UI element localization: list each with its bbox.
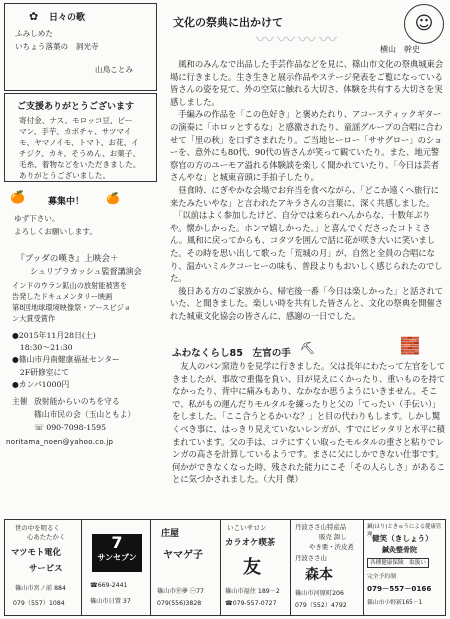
ad-matsumoto bbox=[5, 520, 80, 615]
poem-author: 山鳥ことみ bbox=[95, 65, 133, 74]
flower-icon: ✿ bbox=[29, 10, 39, 23]
person-icon: ☺ bbox=[404, 4, 444, 44]
ad-5-sub: 販売 卸し bbox=[319, 533, 347, 541]
ad-1-addr: 篠山市宮ノ前 884 bbox=[15, 585, 66, 592]
screening-tel: ☏ 090-7098-1595 bbox=[34, 423, 107, 432]
ad-1-name: マツモト電化 bbox=[11, 547, 61, 557]
ad-3-tel: 079(556)3828 bbox=[157, 600, 202, 607]
bread-title: ふわなくらし85 左官の手 bbox=[172, 348, 291, 359]
ad-1-head: 世の中を明るく bbox=[15, 524, 60, 532]
ad-4-head: いこいサロン bbox=[227, 524, 267, 532]
ad-1-name2: サービス bbox=[29, 563, 63, 573]
ad-sanseven bbox=[82, 520, 150, 615]
ad-3-addr: 篠山市㊥夢 ㊀77 bbox=[157, 588, 204, 595]
trowel-icon: ⛏ bbox=[300, 341, 316, 355]
screening-subtitle: シュリプラカッシュ監督講演会 bbox=[30, 267, 142, 276]
article-header-decoration: 〰〰〰〰 bbox=[256, 30, 340, 46]
recruit-title: 募集中！ bbox=[48, 197, 85, 207]
yuzu-icon: 🍊 bbox=[10, 190, 25, 204]
bread-body: 友人のパン窯造りを見学に行きました。父は長年にわたって左官をしてきましたが、事故で重傷を負い、目が見えにくかったり、重いものを持てなかったり、背中に痛みもあり、なかなか思うようにいきません。そこで、私がもの運んだりモルタルを練ったりと父の「てったい（手伝い）」をしました。「ここ合うとるかいな？」と目の代わりもします。しかし驚くべき事に、はっきり見えていないレンガが、すでにピッタリと水平に積まれています。父の手は、コテにすくい取ったモルタルの重さと粘りでレンガの高さを計算しているようです。まさに父にしかできない仕事です。何かができなくなった時、残された能力にこそ「その人らしさ」があることに気づかされました。（大月 傑） bbox=[172, 361, 446, 485]
recruit-line-2: よろしくお願いします。 bbox=[14, 227, 97, 236]
screening-title: 『ブッダの嘆き』上映会＋ bbox=[16, 254, 119, 264]
ad-morimoto bbox=[291, 520, 363, 615]
screening-host: 放射能からいのちを守る bbox=[34, 397, 120, 406]
poem-line-1: ふみしめた bbox=[15, 29, 53, 38]
ad-5-head2: 丹波ささ山 bbox=[295, 554, 327, 562]
ad-6-name: 健笑（きしょう） bbox=[372, 534, 433, 543]
ad-5-head: 丹波ささ山特産品 bbox=[295, 523, 347, 531]
recruit-line-1: ゆず下さい。 bbox=[14, 214, 60, 223]
ad-2-addr: 篠山市日置 37 bbox=[90, 598, 131, 605]
ad-6-name2: 鍼灸整骨院 bbox=[382, 546, 417, 554]
ad-5-addr: 篠山市河原町206 bbox=[295, 590, 344, 597]
screening-details: ●2015年11月28日(土) 18:30～21:30 ●篠山市丹南健康福祉センター 2F研修室にて ●カンパ1000円 bbox=[12, 331, 120, 389]
ad-6-addr: 篠山市小野新165－1 bbox=[367, 600, 423, 606]
screening-email[interactable]: noritama_noen@yahoo.co.jp bbox=[6, 438, 114, 446]
screening-host2: 篠山市民の会（玉山ともよ） bbox=[34, 410, 136, 419]
ad-4-big: 友 bbox=[243, 557, 261, 578]
ad-6-head: 鍼(はり)ときゅうによる健康管理 bbox=[367, 524, 442, 538]
ad-2-tel: ☎669-2441 bbox=[90, 582, 128, 589]
ad-4-addr: 篠山市福住 189－2 bbox=[225, 588, 280, 595]
ad-shoya bbox=[151, 520, 220, 615]
donation-title: ご支援ありがとうございます bbox=[17, 102, 135, 112]
ad-4-name: カラオケ喫茶 bbox=[225, 537, 276, 547]
screening-desc: インドのウラン鉱山の放射能被害を 告発したドキュメンタリー映画 第8回地球環境映像祭・アースビジョ ン大賞受賞作 bbox=[12, 281, 131, 323]
ad-2-name: サンセブン bbox=[97, 553, 137, 562]
ad-4-tel: ☎079-557-0727 bbox=[225, 600, 277, 607]
bread-illustration-icon: 🧱 bbox=[400, 336, 420, 355]
ad-6-note: 完全予約制 bbox=[367, 574, 396, 580]
article-title: 文化の祭典に出かけて bbox=[173, 16, 283, 29]
yuzu-icon-2: 🍊 bbox=[106, 192, 120, 205]
ad-3-name: ヤマゲ子 bbox=[163, 550, 203, 561]
recruit-section bbox=[4, 188, 157, 244]
ad-3-head: 庄屋 bbox=[161, 529, 180, 539]
article-body: 風和のみんなで出品した手芸作品などを見に、篠山市文化の祭典城東会場に行きました。生き生きと展示作品やステージ発表をご覧になっている皆さんの姿を見て、外の空気に触れる大切さ、体験を共有する大切さを実感しました。 手編みの作品を「この色好き」と褒めたれり、アコースティックギターの演奏に「ホロッとするな」と感激されたり、童謡グループの合唱に合わせて「里の秋」を口ずさまれたり。ご当地ヒーロー「ササグロー」のショーを、意外にも80代、90代の皆さんが笑って観ていたり。また、地元警察官の方のユーモア溢れる体験談を楽しく聞かれていたり、「今日は芸者さんやな」と城東音頭に手拍子したり。 昼食時、にぎやかな会場でお弁当を食べながら、「どこか遠くへ旅行に来たみたいやな」と言われたアキラさんの言葉に、深く共感しました。 「以前はよく参加したけど、自分では来られへんからな、十数年ぶりや。懐かしかった。ホンマ嬉しかった。」と喜んでくださったコトミさん。風和に戻ってからも、コタツを囲んで話に花が咲き大いに笑いました。その時を思い出して歌った「荒城の月」が、自然と全員の合唱になり、温かいミルクコーヒーの味も、普段よりもおいしく感じられたのでした。 後日ある方のご家族から、帰宅後一番「今日は楽しかった」と話されていた、と聞きました。楽しい時を共有した皆さんと、文化の祭典を開催された城東文化協会の皆さんに、感謝の一日でした。 bbox=[170, 59, 444, 321]
ad-karaoke bbox=[221, 520, 291, 615]
poem-line-2: いちょう落葉の 洞光寺 bbox=[15, 42, 99, 51]
ad-5-tel: 079（552）4792 bbox=[295, 602, 347, 609]
poem-title: 日々の歌 bbox=[49, 13, 86, 23]
ad-5-sub2: やき栗・渋皮煮 bbox=[309, 543, 354, 551]
screening-section bbox=[4, 248, 158, 488]
ad-5-big: 森本 bbox=[305, 567, 333, 583]
ad-1-sub: 心あたたかく bbox=[27, 533, 66, 541]
ad-6-badges: 各種健康保険 取扱い bbox=[367, 558, 429, 568]
ad-6-tel: 079－557－0166 bbox=[367, 584, 432, 593]
screening-host-label: 主催 bbox=[12, 397, 28, 406]
donation-box bbox=[4, 93, 157, 182]
article-author: 横山 幹史 bbox=[380, 45, 420, 54]
ad-1-tel: 079（557）1084 bbox=[13, 600, 65, 607]
donation-body: 寄付金、ナス、モロッコ豆、ピー マン、手芋、カボチャ、サツマイ モ、ヤマノイモ、トマト、お花、イ チジク、カキ、そうめん、お菓子、 毛糸、着物などをいただきました。 ありがとうございました。 bbox=[19, 116, 141, 180]
poem-box bbox=[4, 3, 157, 91]
sanseven-logo-icon: 7 サンセブン bbox=[92, 534, 142, 572]
ad-kisho bbox=[364, 520, 446, 615]
